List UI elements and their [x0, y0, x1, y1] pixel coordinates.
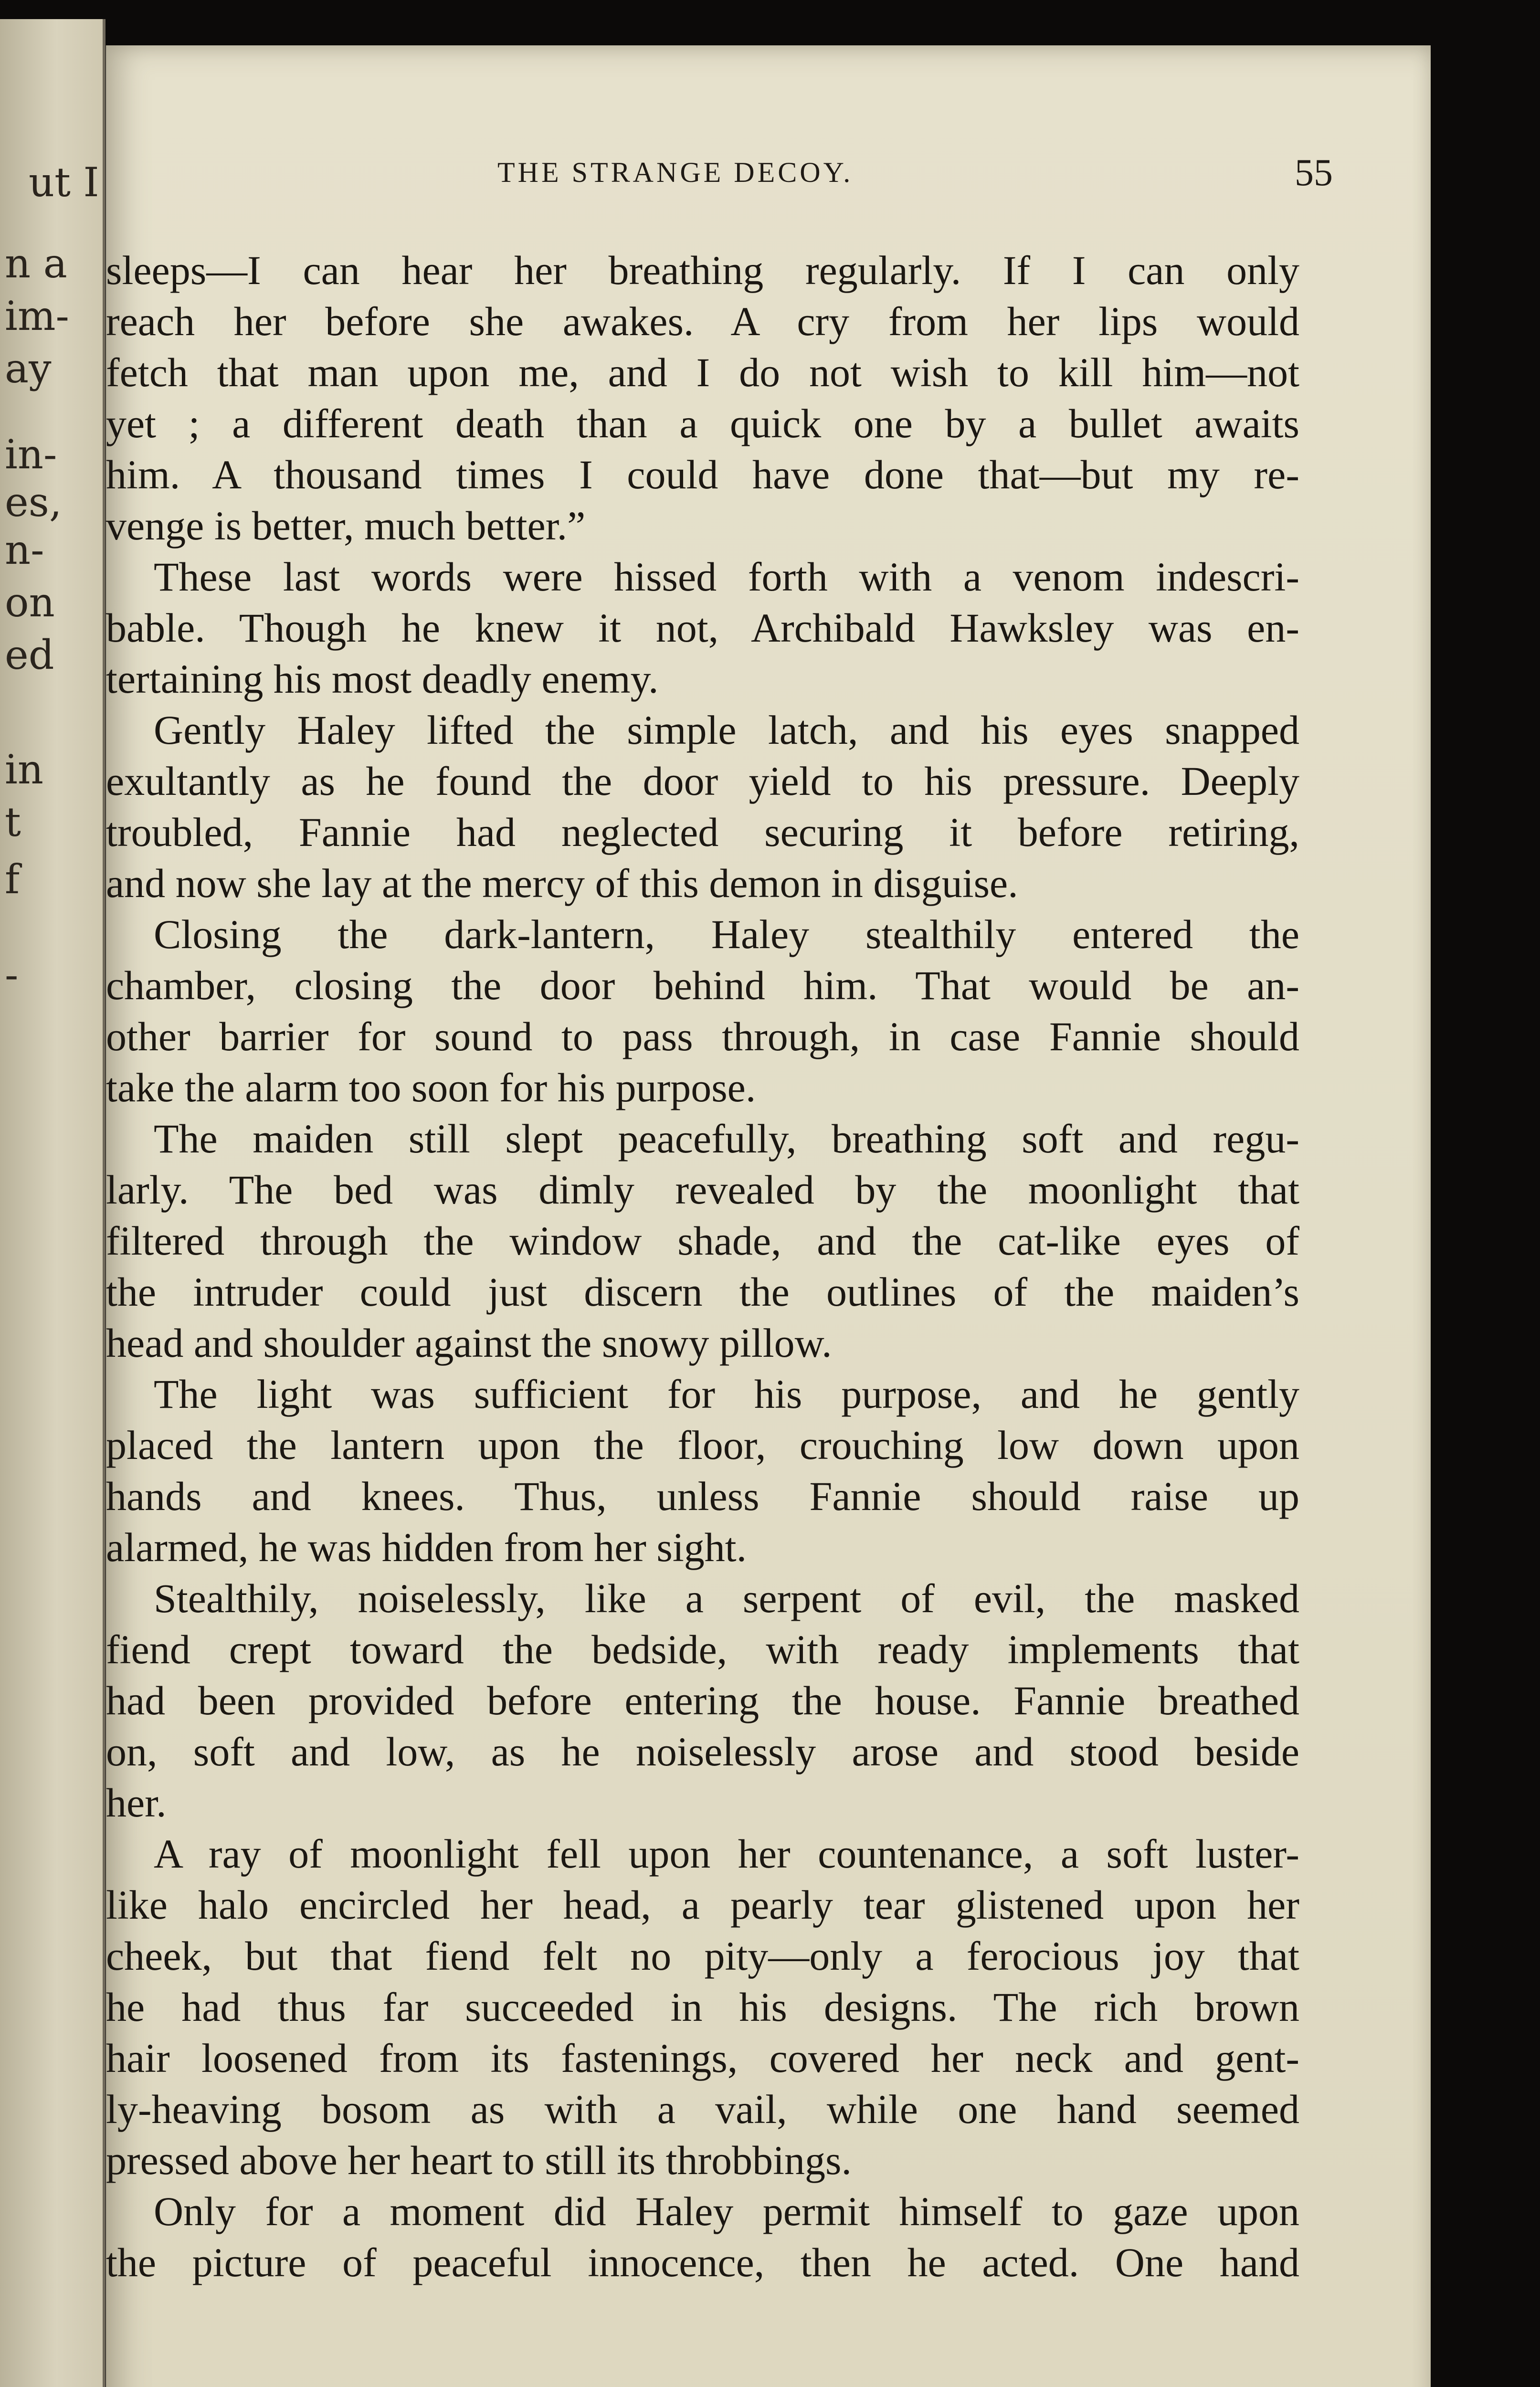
- text-line: Gently Haley lifted the simple latch, and his eyes snapped: [154, 707, 1299, 753]
- text-line: troubled, Fannie had neglected securing it before retiring,: [106, 809, 1299, 855]
- text-line: sleeps—I can hear her breathing regularly. If I can only: [106, 247, 1299, 293]
- previous-page-text-fragment: -: [5, 951, 19, 998]
- text-line: exultantly as he found the door yield to his pressure. Deeply: [106, 758, 1299, 804]
- previous-page-text-fragment: es,: [5, 479, 62, 526]
- previous-page-text-fragment: on: [5, 579, 55, 626]
- text-line: filtered through the window shade, and the cat-like eyes of: [106, 1218, 1299, 1264]
- text-line: fiend crept toward the bedside, with ready implements that: [106, 1627, 1299, 1672]
- text-line: bable. Though he knew it not, Archibald Hawksley was en-: [106, 605, 1299, 651]
- running-title: THE STRANGE DECOY.: [497, 157, 854, 188]
- text-line: the picture of peaceful innocence, then he acted. One hand: [106, 2239, 1299, 2285]
- text-line: hands and knees. Thus, unless Fannie should raise up: [106, 1473, 1299, 1519]
- text-line: yet ; a different death than a quick one by a bullet awaits: [106, 401, 1299, 446]
- text-line: like halo encircled her head, a pearly tear glistened upon her: [106, 1882, 1299, 1928]
- previous-page-text-fragment: ay: [5, 345, 52, 392]
- text-line: alarmed, he was hidden from her sight.: [106, 1524, 747, 1570]
- text-line: tertaining his most deadly enemy.: [106, 656, 659, 702]
- text-line: venge is better, much better.”: [106, 503, 586, 549]
- text-line: her.: [106, 1780, 167, 1826]
- running-header: [106, 152, 1431, 204]
- text-line: fetch that man upon me, and I do not wish to kill him—not: [106, 349, 1299, 395]
- previous-page-text-fragment: ut I: [29, 159, 99, 206]
- text-line: him. A thousand times I could have done that—but my re-: [106, 452, 1299, 497]
- text-line: take the alarm too soon for his purpose.: [106, 1065, 756, 1110]
- text-line: Closing the dark-lantern, Haley stealthily entered the: [154, 911, 1299, 957]
- text-line: other barrier for sound to pass through, in case Fannie should: [106, 1014, 1299, 1059]
- text-line: cheek, but that fiend felt no pity—only a ferocious joy that: [106, 1933, 1299, 1979]
- text-line: and now she lay at the mercy of this demon in disguise.: [106, 860, 1018, 906]
- text-line: had been provided before entering the house. Fannie breathed: [106, 1678, 1299, 1723]
- text-line: hair loosened from its fastenings, covered her neck and gent-: [106, 2035, 1299, 2081]
- book-page: [106, 45, 1431, 2387]
- text-line: he had thus far succeeded in his designs. The rich brown: [106, 1984, 1299, 2030]
- text-line: the intruder could just discern the outlines of the maiden’s: [106, 1269, 1299, 1315]
- previous-page-text-fragment: im-: [5, 293, 69, 339]
- text-line: These last words were hissed forth with a venom indescri-: [154, 554, 1299, 600]
- previous-page-text-fragment: ed: [5, 632, 54, 678]
- text-line: larly. The bed was dimly revealed by the moonlight that: [106, 1167, 1299, 1213]
- body-text: [106, 245, 1299, 2288]
- previous-page-text-fragment: f: [5, 856, 20, 903]
- text-line: A ray of moonlight fell upon her countenance, a soft luster-: [154, 1831, 1299, 1877]
- text-line: head and shoulder against the snowy pillow.: [106, 1320, 832, 1366]
- text-line: chamber, closing the door behind him. That would be an-: [106, 962, 1299, 1008]
- text-line: pressed above her heart to still its throbbings.: [106, 2137, 852, 2183]
- text-line: reach her before she awakes. A cry from her lips would: [106, 298, 1299, 344]
- text-line: ly-heaving bosom as with a vail, while one hand seemed: [106, 2086, 1299, 2132]
- text-line: placed the lantern upon the floor, crouching low down upon: [106, 1422, 1299, 1468]
- previous-page-text-fragment: n-: [5, 527, 44, 573]
- previous-page-text-fragment: n a: [5, 240, 67, 287]
- text-line: on, soft and low, as he noiselessly arose and stood beside: [106, 1729, 1299, 1774]
- text-line: Only for a moment did Haley permit himself to gaze upon: [154, 2188, 1299, 2234]
- previous-page-text-fragment: in-: [5, 431, 57, 478]
- previous-page-edge: [0, 19, 105, 2387]
- previous-page-text-fragment: t: [5, 799, 21, 845]
- text-line: Stealthily, noiselessly, like a serpent of evil, the masked: [154, 1575, 1299, 1621]
- text-line: The maiden still slept peacefully, breathing soft and regu-: [154, 1116, 1299, 1162]
- previous-page-text-fragment: in: [5, 746, 43, 793]
- text-line: The light was sufficient for his purpose, and he gently: [154, 1371, 1299, 1417]
- page-number: 55: [1295, 152, 1333, 194]
